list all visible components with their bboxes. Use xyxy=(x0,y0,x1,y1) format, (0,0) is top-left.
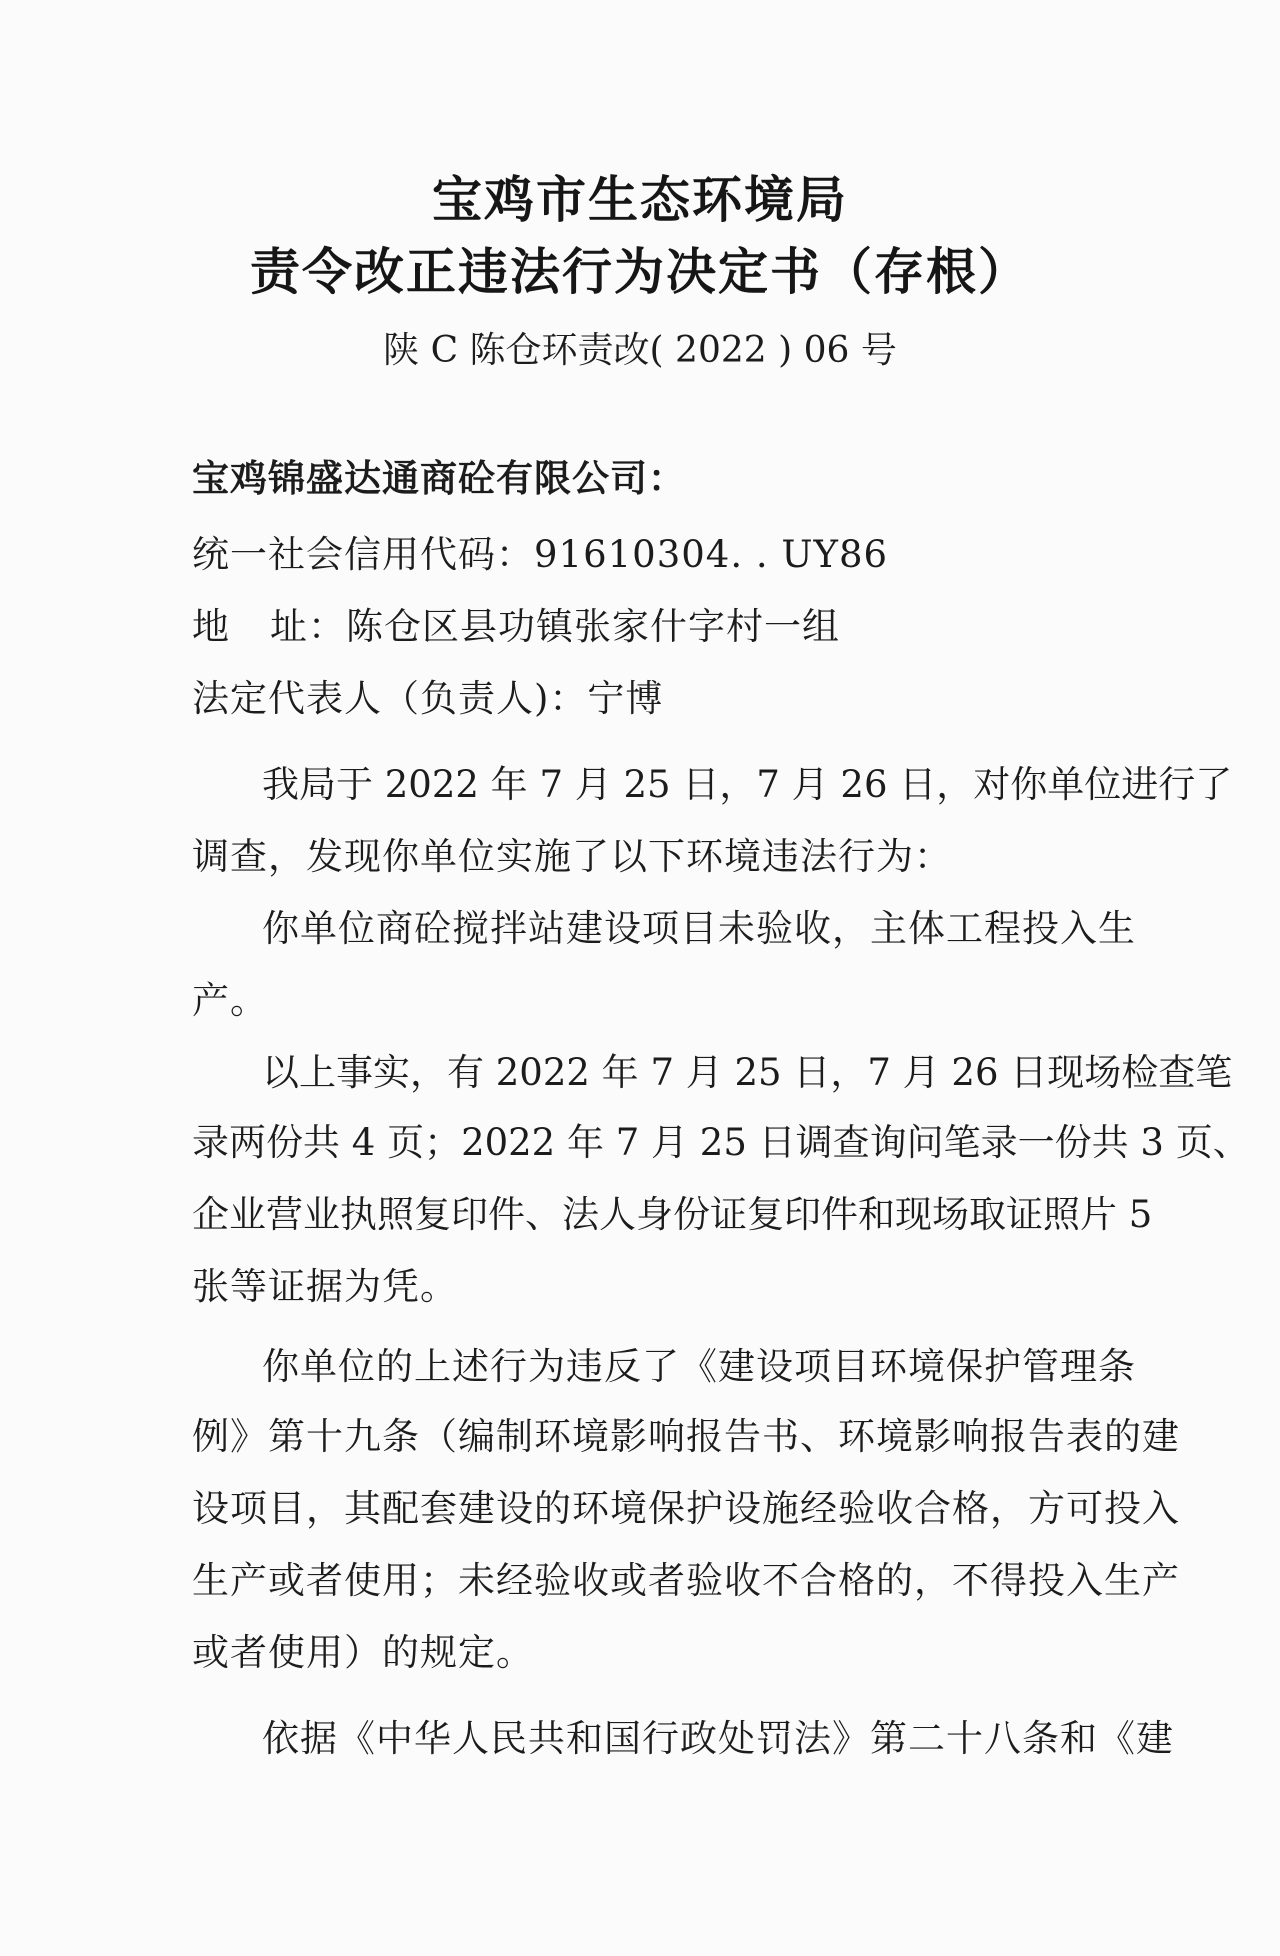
legal-representative: 法定代表人（负责人)：宁博 xyxy=(192,677,664,720)
body-line: 你单位商砼搅拌站建设项目未验收，主体工程投入生 xyxy=(262,907,1136,950)
agency-title: 宝鸡市生态环境局 xyxy=(432,171,848,229)
body-line: 企业营业执照复印件、法人身份证复印件和现场取证照片 5 xyxy=(192,1193,1153,1236)
body-line: 录两份共 4 页；2022 年 7 月 25 日调查询问笔录一份共 3 页、 xyxy=(192,1121,1250,1164)
body-line: 产。 xyxy=(192,979,268,1022)
recipient-name: 宝鸡锦盛达通商砼有限公司： xyxy=(192,457,686,500)
body-line: 设项目，其配套建设的环境保护设施经验收合格，方可投入 xyxy=(192,1487,1180,1530)
body-line: 依据《中华人民共和国行政处罚法》第二十八条和《建 xyxy=(262,1717,1174,1760)
credit-code: 统一社会信用代码：91610304. . UY86 xyxy=(192,533,889,576)
address: 址：陈仓区县功镇张家什字村一组 xyxy=(270,605,840,648)
body-line: 以上事实，有 2022 年 7 月 25 日，7 月 26 日现场检查笔 xyxy=(262,1051,1233,1094)
body-line: 生产或者使用；未经验收或者验收不合格的，不得投入生产 xyxy=(192,1559,1180,1602)
document-title: 责令改正违法行为决定书（存根） xyxy=(250,243,1030,301)
body-line: 或者使用）的规定。 xyxy=(192,1631,534,1674)
body-line: 我局于 2022 年 7 月 25 日，7 月 26 日，对你单位进行了 xyxy=(262,763,1233,806)
body-line: 你单位的上述行为违反了《建设项目环境保护管理条 xyxy=(262,1345,1136,1388)
body-line: 例》第十九条（编制环境影响报告书、环境影响报告表的建 xyxy=(192,1415,1180,1458)
address-label: 地 xyxy=(192,605,230,648)
body-line: 调查，发现你单位实施了以下环境违法行为： xyxy=(192,835,952,878)
document-number: 陕 C 陈仓环责改( 2022 ) 06 号 xyxy=(383,330,897,371)
body-line: 张等证据为凭。 xyxy=(192,1265,458,1308)
